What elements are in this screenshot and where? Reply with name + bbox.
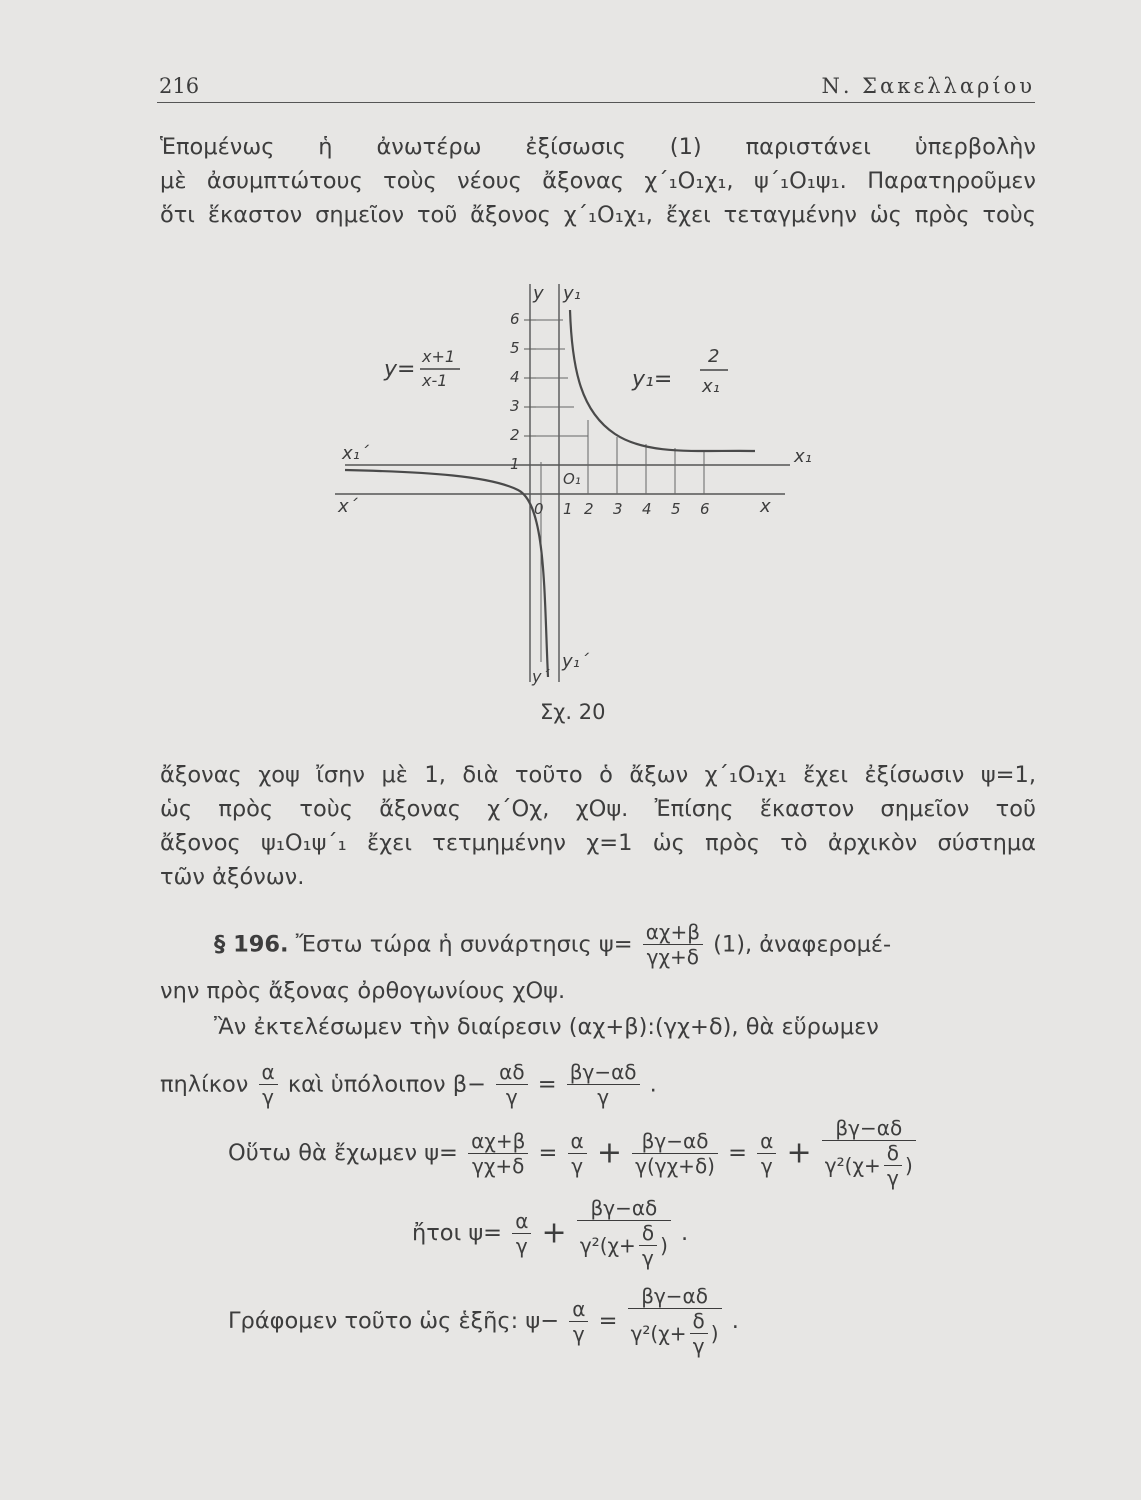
equation-3: Γράφομεν τοῦτο ὡς ἑξῆς: ψ− $\frac{\alpha}{\gamma}$ = βγ−αδ γ²(χ+ $\frac{\delta}{\gamma}$ ) . <box>228 1284 739 1358</box>
y-tick-label: 6 <box>510 310 520 328</box>
y-tick-label: 4 <box>510 368 520 386</box>
axis-label-y: y <box>533 283 544 304</box>
text-line: ἄξονας χοψ ἴσην μὲ 1, διὰ τοῦτο ὁ ἄξων χ΄₁Ο₁χ₁ ἔχει ἐξίσωσιν ψ=1, <box>160 762 1036 788</box>
equation-2: ἤτοι ψ= $\frac{\alpha}{\gamma}$ + βγ−αδ γ²(χ+ $\frac{\delta}{\gamma}$ ) . <box>412 1196 689 1270</box>
para3-line2: πηλίκον $\frac{\alpha}{\gamma}$ καὶ ὑπόλοιπον β− $\frac{\alpha\delta}{\gamma}$ = $\frac{\beta\gamma-\alpha\delta}{\gamma}$ . <box>160 1060 657 1109</box>
eq-left-denominator: x-1 <box>422 371 448 390</box>
fraction: βγ−αδ γ²(χ+ $\frac{\delta}{\gamma}$ ) <box>577 1196 671 1270</box>
fraction: $\frac{\alpha}{\gamma}$ <box>569 1297 588 1346</box>
grid <box>530 320 704 662</box>
eq-left-lhs: y= <box>384 357 416 382</box>
fraction: $\frac{\alpha}{\gamma}$ <box>568 1129 587 1178</box>
para3-line1: Ἂν ἐκτελέσωμεν τὴν διαίρεσιν (αχ+β):(γχ+δ), θὰ εὕρωμεν <box>214 1014 879 1040</box>
x-tick-label: 2 <box>584 500 594 518</box>
fraction: $\frac{\beta\gamma-\alpha\delta}{\gamma}$ <box>567 1060 640 1109</box>
section-text: Ἔστω τώρα ἡ συνάρτησις ψ= <box>295 931 633 958</box>
text-line: Ἑπομένως ἡ ἀνωτέρω ἐξίσωσις (1) παριστάνει ὑπερβολὴν <box>160 134 1036 160</box>
eq-right-denominator: x₁ <box>702 376 720 397</box>
section-label: § 196. <box>214 931 289 958</box>
fraction: $\frac{\beta\gamma-\alpha\delta}{\gamma(\gamma\chi+\delta)}$ <box>632 1129 718 1178</box>
eq-left-numerator: x+1 <box>422 347 456 366</box>
fraction: βγ−αδ γ²(χ+ $\frac{\delta}{\gamma}$ ) <box>628 1284 722 1358</box>
axis-label-x1-prime: x₁΄ <box>342 443 369 464</box>
x-tick-label: 1 <box>563 500 573 518</box>
y-tick-label: 1 <box>510 455 520 473</box>
eq-right-lhs: y₁= <box>632 367 673 392</box>
text-line: ὡς πρὸς τοὺς ἄξονας χ΄Οχ, χΟψ. Ἐπίσης ἕκαστον σημεῖον τοῦ <box>160 796 1036 822</box>
section-196-line2: νην πρὸς ἄξονας ὀρθογωνίους χΟψ. <box>160 978 566 1004</box>
section-196-line1 <box>214 920 891 969</box>
paragraph-2 <box>160 758 1036 894</box>
figure-hyperbola <box>320 262 860 692</box>
y-tick-label: 2 <box>510 426 520 444</box>
x-tick-label: 0 <box>534 500 544 518</box>
text-line: ἄξονος ψ₁Ο₁ψ΄₁ ἔχει τετμημένην χ=1 ὡς πρὸς τὸ ἀρχικὸν σύστημα <box>160 830 1036 856</box>
figure-caption: Σχ. 20 <box>540 700 606 724</box>
axis-label-x1: x₁ <box>794 446 812 467</box>
axis-label-y-prime: y΄ <box>532 667 550 686</box>
text-line: τῶν ἀξόνων. <box>160 864 305 890</box>
section-text: (1), ἀναφερομέ- <box>713 931 892 958</box>
running-head-author: Ν. Σακελλαρίου <box>821 74 1035 98</box>
hyperbola-left-branch <box>345 470 548 677</box>
page-number: 216 <box>159 74 200 98</box>
fraction: $\frac{\alpha\delta}{\gamma}$ <box>496 1060 527 1109</box>
fraction: $\frac{\alpha\chi+\beta}{\gamma\chi+\delta}$ <box>468 1129 528 1178</box>
y-tick-label: 5 <box>510 339 520 357</box>
text-line: μὲ ἀσυμπτώτους τοὺς νέους ἄξονας χ΄₁Ο₁χ₁, ψ΄₁Ο₁ψ₁. Παρατηροῦμεν <box>160 168 1036 194</box>
fraction: $\frac{\alpha}{\gamma}$ <box>757 1129 776 1178</box>
paragraph-1 <box>160 130 1036 232</box>
fraction: βγ−αδ γ²(χ+ $\frac{\delta}{\gamma}$ ) <box>822 1116 916 1190</box>
fraction: $\frac{\alpha}{\gamma}$ <box>512 1209 531 1258</box>
fraction: $\frac{\alpha}{\gamma}$ <box>259 1060 278 1109</box>
x-tick-label: 5 <box>671 500 681 518</box>
origin-o1-label: O₁ <box>563 470 581 488</box>
y-tick-label: 3 <box>510 397 520 415</box>
fraction: $\frac{\alpha\chi+\beta}{\gamma\chi+\delta}$ <box>643 920 703 969</box>
axis-label-x-prime: x΄ <box>338 496 358 517</box>
equation-1: Οὕτω θὰ ἔχωμεν ψ= $\frac{\alpha\chi+\beta}{\gamma\chi+\delta}$ = $\frac{\alpha}{\gamma}$ + $\frac{\beta\gamma-\alpha\delta}{\gamma(\gamma\chi+\delta)}$ = $\frac{\alpha}{\gamma}$ + βγ−αδ γ²(χ+ $\frac{\delta}{\gamma}$ ) <box>228 1116 919 1190</box>
page-header <box>157 68 1035 103</box>
axis-label-y1-prime: y₁΄ <box>562 651 589 672</box>
x-tick-label: 3 <box>613 500 623 518</box>
x-tick-label: 6 <box>700 500 710 518</box>
x-tick-label: 4 <box>642 500 652 518</box>
axis-label-x: x <box>760 496 771 517</box>
eq-right-numerator: 2 <box>708 346 720 367</box>
text-line: ὅτι ἕκαστον σημεῖον τοῦ ἄξονος χ΄₁Ο₁χ₁, ἔχει τεταγμένην ὡς πρὸς τοὺς <box>160 202 1036 228</box>
axis-label-y1: y₁ <box>563 283 581 304</box>
